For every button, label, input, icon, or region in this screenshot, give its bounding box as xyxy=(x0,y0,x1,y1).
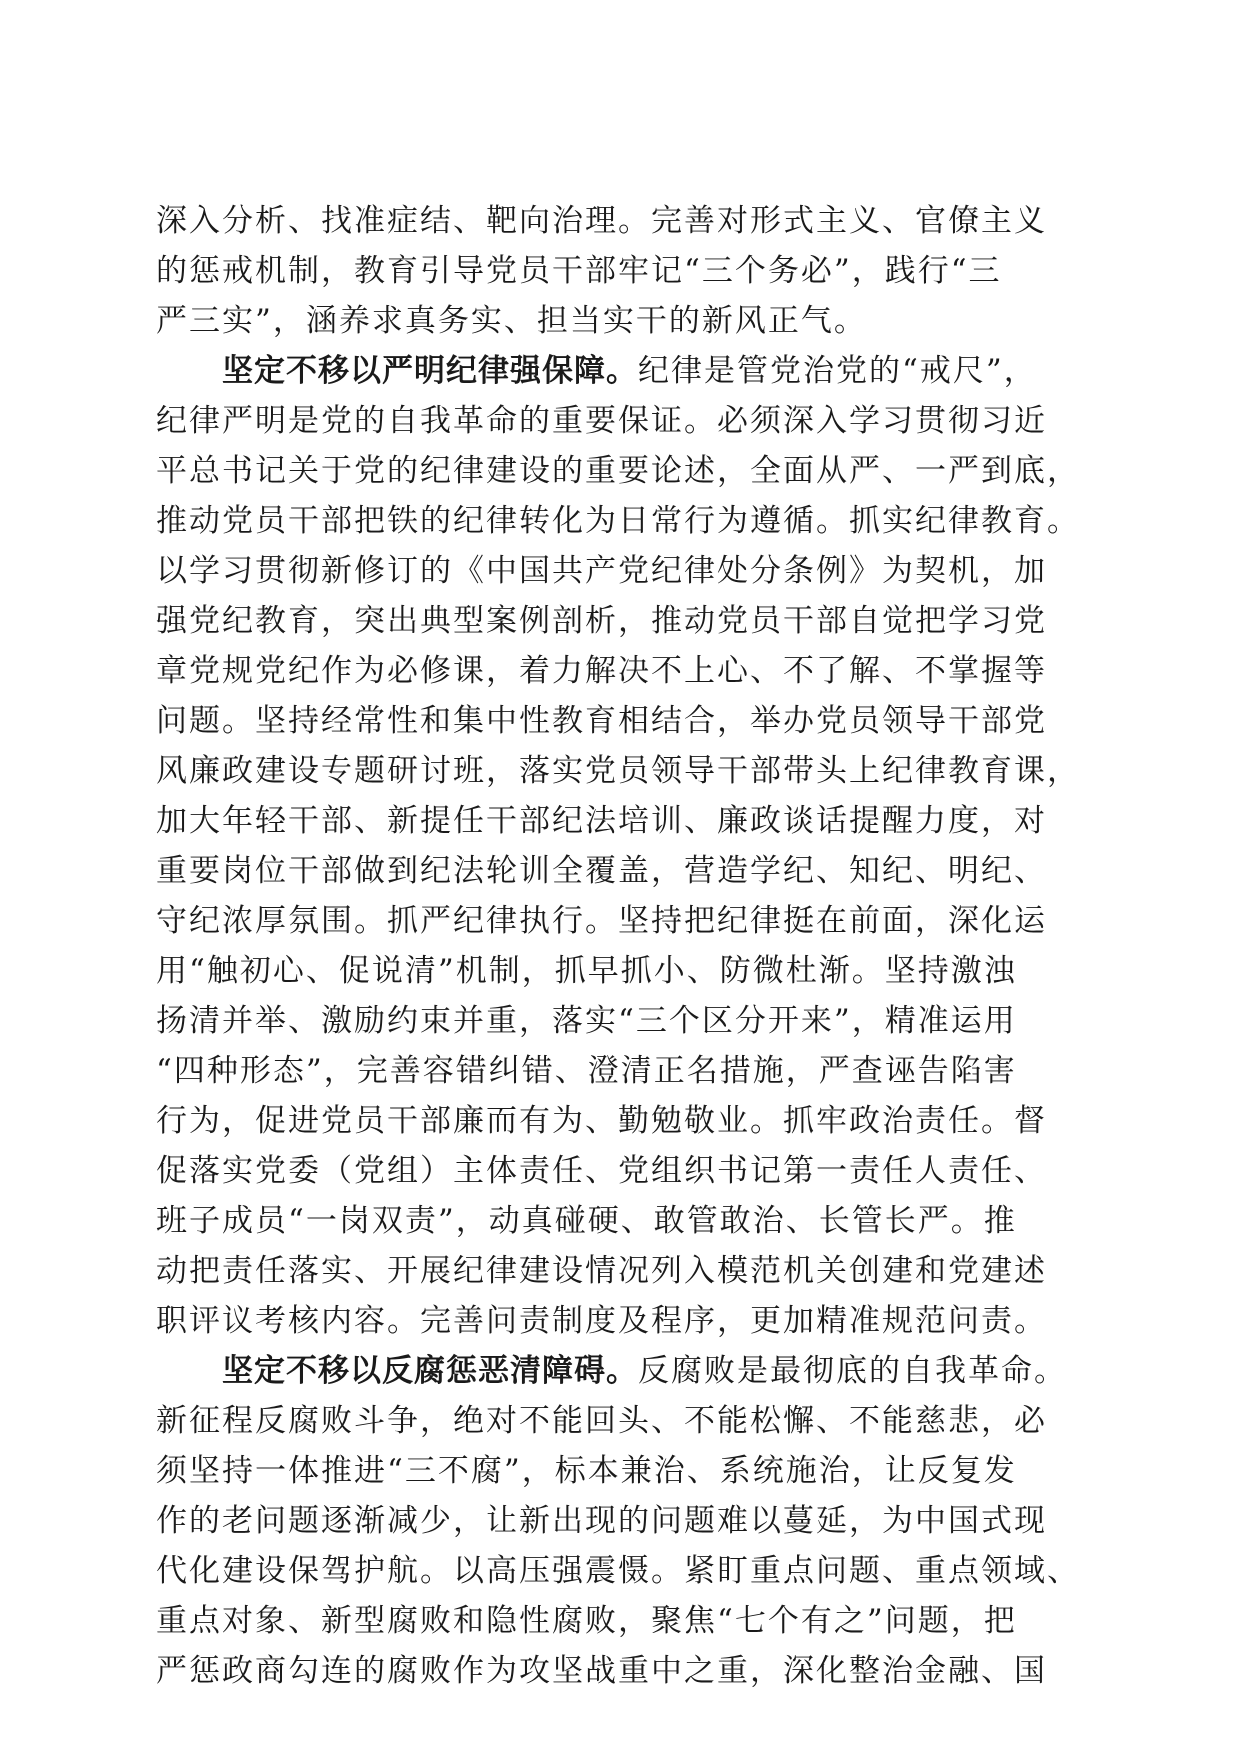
paragraph-line: 重要岗位干部做到纪法轮训全覆盖，营造学纪、知纪、明纪、 xyxy=(156,853,1047,889)
heading-continuation: 纪律是管党治党的“戒尺”， xyxy=(638,353,1037,389)
paragraph-line: 加大年轻干部、新提任干部纪法培训、廉政谈话提醒力度，对 xyxy=(156,803,1047,839)
paragraph-line: 作的老问题逐渐减少，让新出现的问题难以蔓延，为中国式现 xyxy=(156,1503,1047,1539)
paragraph-1 xyxy=(156,196,1096,346)
paragraph-line: 促落实党委（党组）主体责任、党组织书记第一责任人责任、 xyxy=(156,1153,1047,1189)
paragraph-line: 推动党员干部把铁的纪律转化为日常行为遵循。抓实纪律教育。 xyxy=(156,503,1080,539)
paragraph-line: 守纪浓厚氛围。抓严纪律执行。坚持把纪律挺在前面，深化运 xyxy=(156,903,1047,939)
paragraph-line: 以学习贯彻新修订的《中国共产党纪律处分条例》为契机，加 xyxy=(156,553,1047,589)
paragraph-line: 职评议考核内容。完善问责制度及程序，更加精准规范问责。 xyxy=(156,1303,1047,1339)
paragraph-line: 须坚持一体推进“三不腐”，标本兼治、系统施治，让反复发 xyxy=(156,1453,1017,1489)
paragraph-first-line xyxy=(156,346,1096,396)
paragraph-line: 严三实”，涵养求真务实、担当实干的新风正气。 xyxy=(156,303,867,339)
paragraph-line: 重点对象、新型腐败和隐性腐败，聚焦“七个有之”问题，把 xyxy=(156,1603,1017,1639)
paragraph-line: 严惩政商勾连的腐败作为攻坚战重中之重，深化整治金融、国 xyxy=(156,1653,1047,1689)
paragraph-line: 动把责任落实、开展纪律建设情况列入模范机关创建和党建述 xyxy=(156,1253,1047,1289)
paragraph-line: 用“触初心、促说清”机制，抓早抓小、防微杜渐。坚持激浊 xyxy=(156,953,1017,989)
paragraph-3 xyxy=(156,1346,1096,1696)
paragraph-line: 问题。坚持经常性和集中性教育相结合，举办党员领导干部党 xyxy=(156,703,1047,739)
section-heading: 坚定不移以反腐惩恶清障碍。 xyxy=(222,1353,638,1389)
paragraph-line: 章党规党纪作为必修课，着力解决不上心、不了解、不掌握等 xyxy=(156,653,1047,689)
heading-continuation: 反腐败是最彻底的自我革命。 xyxy=(638,1353,1067,1389)
body-text xyxy=(156,196,1096,1696)
paragraph-line: 代化建设保驾护航。以高压强震慑。紧盯重点问题、重点领域、 xyxy=(156,1553,1080,1589)
paragraph-line: 班子成员“一岗双责”，动真碰硬、敢管敢治、长管长严。推 xyxy=(156,1203,1017,1239)
paragraph-first-line xyxy=(156,1346,1096,1396)
paragraph-line: 深入分析、找准症结、靶向治理。完善对形式主义、官僚主义 xyxy=(156,203,1047,239)
paragraph-2 xyxy=(156,346,1096,1346)
paragraph-line: 风廉政建设专题研讨班，落实党员领导干部带头上纪律教育课， xyxy=(156,753,1080,789)
paragraph-line: 纪律严明是党的自我革命的重要保证。必须深入学习贯彻习近 xyxy=(156,403,1047,439)
paragraph-line: 行为，促进党员干部廉而有为、勤勉敬业。抓牢政治责任。督 xyxy=(156,1103,1047,1139)
paragraph-line: 平总书记关于党的纪律建设的重要论述，全面从严、一严到底， xyxy=(156,453,1080,489)
paragraph-line: “四种形态”，完善容错纠错、澄清正名措施，严查诬告陷害 xyxy=(156,1053,1017,1089)
section-heading: 坚定不移以严明纪律强保障。 xyxy=(222,353,638,389)
paragraph-line: 的惩戒机制，教育引导党员干部牢记“三个务必”，践行“三 xyxy=(156,253,1002,289)
paragraph-line: 新征程反腐败斗争，绝对不能回头、不能松懈、不能慈悲，必 xyxy=(156,1403,1047,1439)
paragraph-line: 强党纪教育，突出典型案例剖析，推动党员干部自觉把学习党 xyxy=(156,603,1047,639)
paragraph-line: 扬清并举、激励约束并重，落实“三个区分开来”，精准运用 xyxy=(156,1003,1017,1039)
